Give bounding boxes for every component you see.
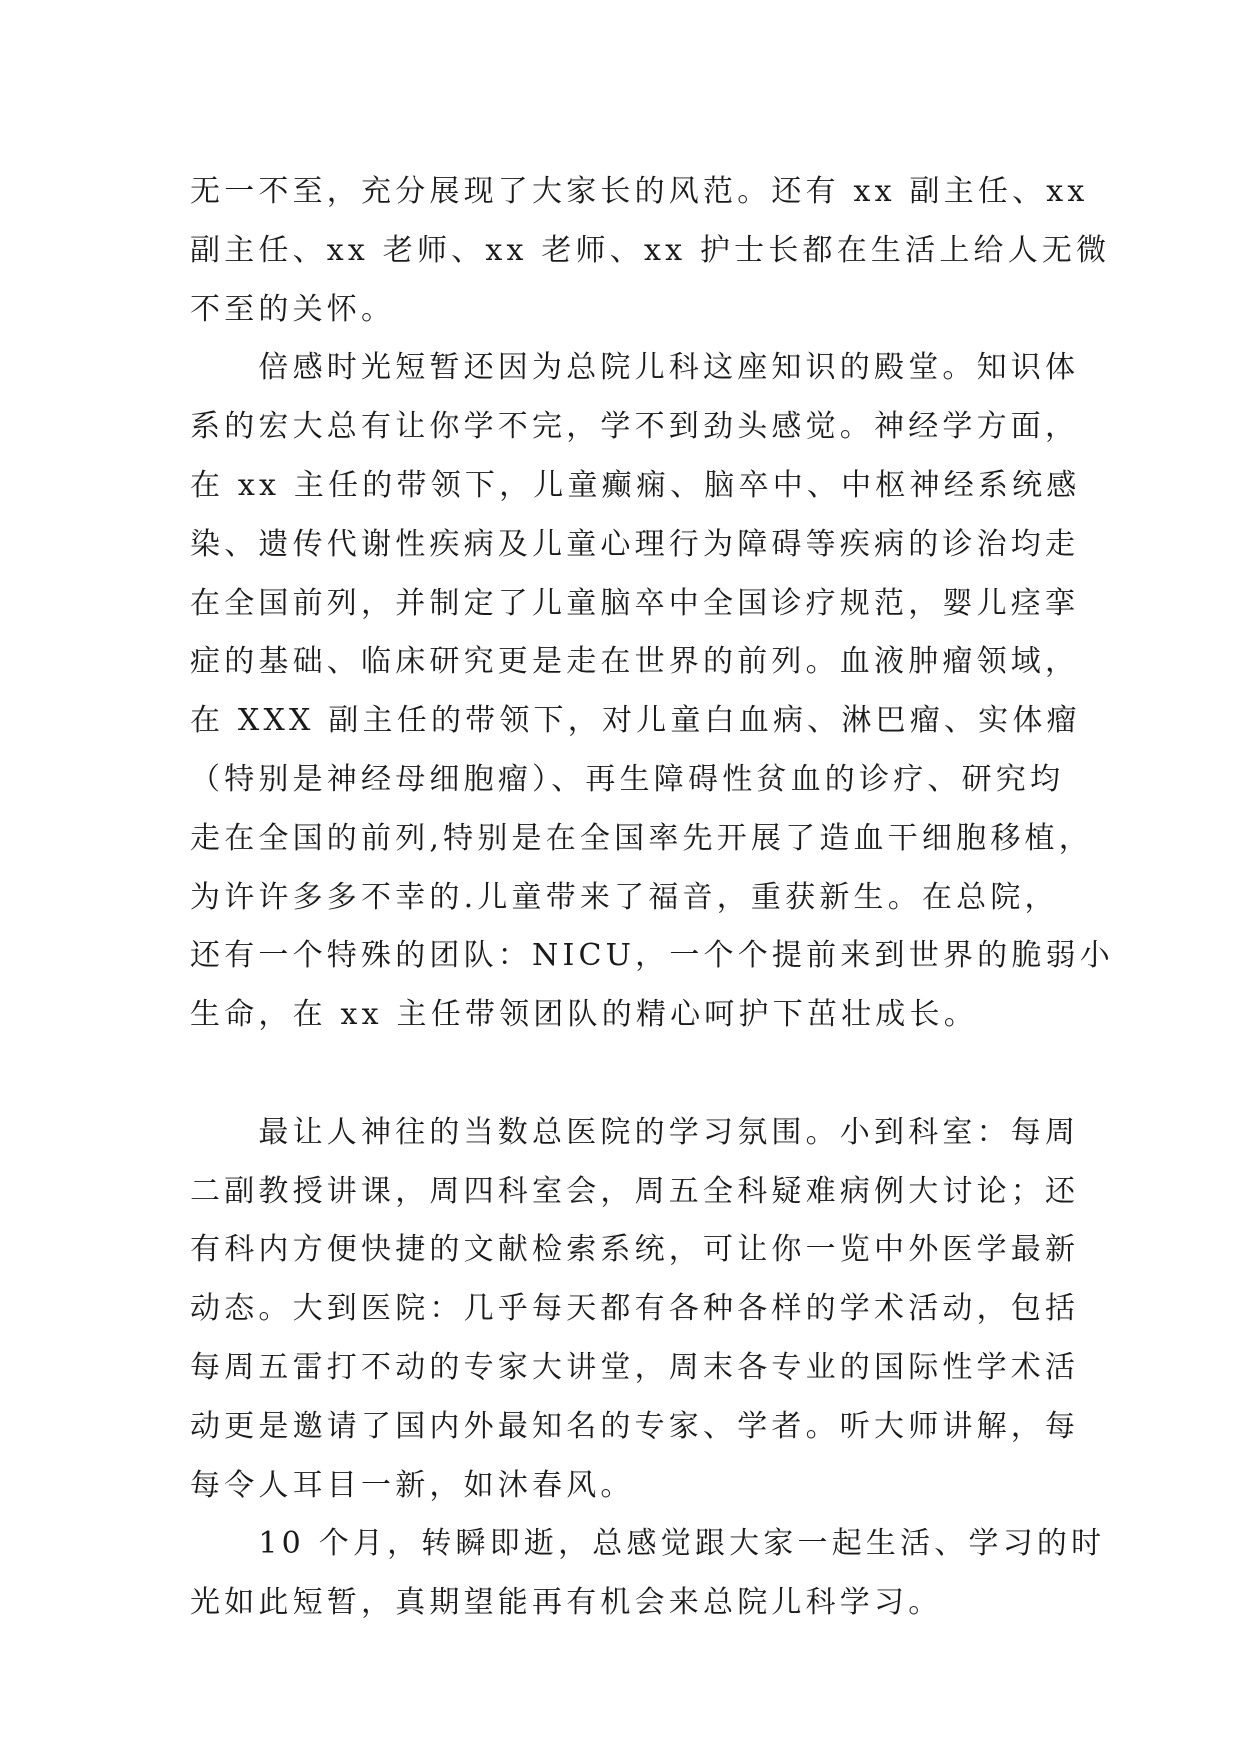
text-line: 二副教授讲课，周四科室会，周五全科疑难病例大讨论；还 bbox=[190, 1173, 1080, 1209]
text-line: 系的宏大总有让你学不完，学不到劲头感觉。神经学方面， bbox=[190, 409, 1080, 445]
text-line: （特别是神经母细胞瘤）、再生障碍性贫血的诊疗、研究均 bbox=[190, 761, 1065, 797]
text-line: 无一不至，充分展现了大家长的风范。还有 xx 副主任、xx bbox=[190, 174, 1089, 209]
text-line: 还有一个特殊的团队：NICU，一个个提前来到世界的脆弱小 bbox=[190, 938, 1114, 974]
text-line: 动更是邀请了国内外最知名的专家、学者。听大师讲解，每 bbox=[190, 1408, 1080, 1444]
text-line: 在 xx 主任的带领下，儿童癫痫、脑卒中、中枢神经系统感 bbox=[190, 467, 1081, 503]
text-line: 副主任、xx 老师、xx 老师、xx 护士长都在生活上给人无微 bbox=[190, 232, 1111, 268]
text-line: 走在全国的前列,特别是在全国率先开展了造血干细胞移植， bbox=[190, 820, 1093, 856]
text-line: 每周五雷打不动的专家大讲堂，周末各专业的国际性学术活 bbox=[190, 1349, 1080, 1385]
text-line: 为许许多多不幸的.儿童带来了福音，重获新生。在总院， bbox=[190, 879, 1059, 915]
text-line: 倍感时光短暂还因为总院儿科这座知识的殿堂。知识体 bbox=[190, 350, 1080, 386]
text-line: 最让人神往的当数总医院的学习氛围。小到科室：每周 bbox=[190, 1114, 1080, 1150]
text-line: 染、遗传代谢性疾病及儿童心理行为障碍等疾病的诊治均走 bbox=[190, 526, 1080, 562]
text-line: 每令人耳目一新，如沐春风。 bbox=[190, 1467, 635, 1503]
paragraph-4 bbox=[190, 1515, 1106, 1633]
text-line: 在全国前列，并制定了儿童脑卒中全国诊疗规范，婴儿痉挛 bbox=[190, 585, 1080, 621]
text-line: 症的基础、临床研究更是走在世界的前列。血液肿瘤领域， bbox=[190, 644, 1080, 680]
document-body bbox=[190, 163, 1114, 1633]
text-line: 有科内方便快捷的文献检索系统，可让你一览中外医学最新 bbox=[190, 1232, 1080, 1268]
text-line: 10 个月，转瞬即逝，总感觉跟大家一起生活、学习的时 bbox=[190, 1526, 1106, 1562]
text-line: 光如此短暂，真期望能再有机会来总院儿科学习。 bbox=[190, 1585, 943, 1621]
paragraph-3 bbox=[190, 1104, 1080, 1516]
paragraph-1 bbox=[190, 163, 1111, 339]
text-line: 不至的关怀。 bbox=[190, 291, 396, 327]
text-line: 动态。大到医院：几乎每天都有各种各样的学术活动，包括 bbox=[190, 1291, 1080, 1327]
text-line: 生命，在 xx 主任带领团队的精心呵护下茁壮成长。 bbox=[190, 997, 978, 1033]
text-line: 在 XXX 副主任的带领下，对儿童白血病、淋巴瘤、实体瘤 bbox=[190, 703, 1081, 739]
text-line bbox=[190, 1045, 1070, 1104]
paragraph-2 bbox=[190, 339, 1114, 1103]
